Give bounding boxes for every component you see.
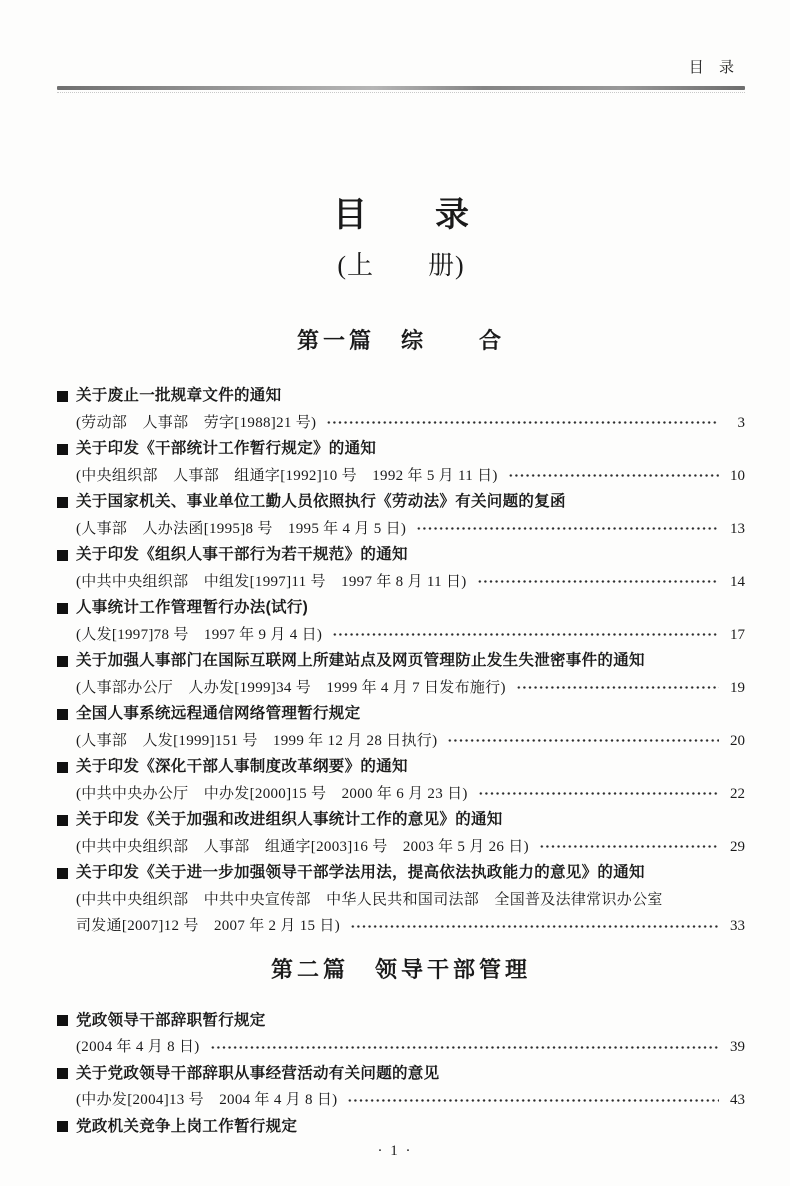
toc-entry [57, 436, 745, 489]
entry-source: (中办发[2004]13 号 2004 年 4 月 8 日) [76, 1092, 338, 1108]
entry-source: (人发[1997]78 号 1997 年 9 月 4 日) [76, 626, 323, 643]
toc-entry [57, 542, 745, 595]
entry-source: (中共中央办公厅 中办发[2000]15 号 2000 年 6 月 23 日) [76, 785, 468, 802]
dot-leader [478, 792, 719, 795]
page-title: 目 录 [333, 196, 469, 234]
entry-title: 人事统计工作管理暂行办法(试行) [76, 599, 309, 616]
toc-entry [57, 807, 745, 860]
entry-title-row [57, 595, 745, 622]
entry-source: (劳动部 人事部 劳字[1988]21 号) [76, 414, 317, 431]
entry-bullet-icon [57, 444, 68, 455]
entry-page-number: 17 [730, 626, 745, 643]
toc-entry [57, 701, 745, 754]
dot-leader [477, 580, 719, 583]
entry-title: 党政机关竞争上岗工作暂行规定 [76, 1117, 298, 1135]
entry-page-number: 22 [730, 785, 745, 802]
entry-page-number: 19 [730, 679, 745, 696]
entry-bullet-icon [57, 1121, 68, 1132]
entry-source-row [57, 516, 745, 543]
entry-title-row [57, 1061, 745, 1088]
entry-title-row [57, 860, 745, 887]
entry-title: 关于加强人事部门在国际互联网上所建站点及网页管理防止发生失泄密事件的通知 [76, 652, 645, 669]
entry-bullet-icon [57, 550, 68, 561]
dot-leader [447, 739, 719, 742]
toc-entry [57, 383, 745, 436]
toc-section [57, 956, 745, 1141]
entry-bullet-icon [57, 815, 68, 826]
dot-leader [508, 474, 719, 477]
entry-source-row [57, 728, 745, 755]
section-heading: 第一篇 综 合 [296, 328, 505, 353]
entry-bullet-icon [57, 762, 68, 773]
entry-source-row [57, 410, 745, 437]
dot-leader [210, 1046, 719, 1049]
entry-page-number: 33 [730, 918, 745, 934]
entry-page-number: 20 [730, 732, 745, 749]
entry-title: 全国人事系统远程通信网络管理暂行规定 [76, 705, 361, 722]
toc-entry [57, 754, 745, 807]
dot-leader [539, 845, 719, 848]
toc-entry [57, 860, 745, 940]
entry-title: 关于党政领导干部辞职从事经营活动有关问题的意见 [76, 1064, 440, 1082]
entry-page-number: 14 [730, 573, 745, 590]
entry-title-row [57, 489, 745, 516]
entry-source: (人事部 人发[1999]151 号 1999 年 12 月 28 日执行) [76, 732, 438, 749]
entry-title-row [57, 807, 745, 834]
entry-title: 党政领导干部辞职暂行规定 [76, 1011, 266, 1029]
entry-page-number: 3 [737, 414, 745, 431]
entry-source-row [57, 781, 745, 808]
section-heading: 第二篇 领导干部管理 [270, 956, 531, 982]
entry-source-row [57, 1034, 745, 1061]
entry-source-row [57, 463, 745, 490]
entry-title-row [57, 1008, 745, 1035]
toc-entry [57, 1008, 745, 1061]
entry-bullet-icon [57, 1068, 68, 1079]
dot-leader [516, 686, 719, 689]
entry-page-number: 29 [730, 838, 745, 855]
entry-title-row [57, 701, 745, 728]
header-rule [57, 86, 745, 90]
entry-bullet-icon [57, 391, 68, 402]
toc-entry [57, 595, 745, 648]
header-rule-thin [57, 92, 745, 93]
dot-leader [326, 421, 719, 424]
entry-title-row [57, 1114, 745, 1141]
entry-page-number: 10 [730, 467, 745, 484]
toc-section [57, 327, 745, 940]
toc-sections [57, 327, 745, 1140]
entry-bullet-icon [57, 497, 68, 508]
entry-source-row [57, 1087, 745, 1114]
dot-leader [347, 1099, 719, 1102]
entry-title-row [57, 383, 745, 410]
entry-title-row [57, 754, 745, 781]
entry-source: (人事部 人办法函[1995]8 号 1995 年 4 月 5 日) [76, 520, 407, 537]
page-subtitle: (上 册) [337, 251, 465, 280]
entry-bullet-icon [57, 603, 68, 614]
entry-bullet-icon [57, 656, 68, 667]
entry-source: (2004 年 4 月 8 日) [76, 1039, 200, 1055]
toc-entry [57, 1114, 745, 1141]
running-head: 目 录 [688, 60, 735, 76]
entry-source: (中共中央组织部 中组发[1997]11 号 1997 年 8 月 11 日) [76, 573, 467, 590]
entry-title: 关于印发《干部统计工作暂行规定》的通知 [76, 440, 377, 457]
entry-title-row [57, 542, 745, 569]
entry-page-number: 43 [730, 1092, 745, 1108]
entry-source-row [57, 834, 745, 861]
entry-source: 司发通[2007]12 号 2007 年 2 月 15 日) [76, 918, 340, 934]
entry-source: (中央组织部 人事部 组通字[1992]10 号 1992 年 5 月 11 日) [76, 467, 498, 484]
entry-source: (中共中央组织部 中共中央宣传部 中华人民共和国司法部 全国普及法律常识办公室 [76, 891, 663, 908]
entry-page-number: 13 [730, 520, 745, 537]
entry-source: (人事部办公厅 人办发[1999]34 号 1999 年 4 月 7 日发布施行) [76, 679, 506, 696]
entry-source-row [57, 569, 745, 596]
toc-entry [57, 648, 745, 701]
entry-title-row [57, 648, 745, 675]
entry-page-number: 39 [730, 1039, 745, 1055]
entry-bullet-icon [57, 709, 68, 720]
entry-source-row [57, 675, 745, 702]
toc-entry [57, 1061, 745, 1114]
entry-source-row [57, 887, 745, 914]
dot-leader [416, 527, 719, 530]
entry-title: 关于印发《深化干部人事制度改革纲要》的通知 [76, 758, 408, 775]
entry-title: 关于国家机关、事业单位工勤人员依照执行《劳动法》有关问题的复函 [76, 493, 566, 510]
toc-entry [57, 489, 745, 542]
dot-leader [332, 633, 719, 636]
entry-bullet-icon [57, 1015, 68, 1026]
entry-source-row [57, 913, 745, 940]
page-number-footer: · 1 · [377, 1143, 413, 1159]
entry-source: (中共中央组织部 人事部 组通字[2003]16 号 2003 年 5 月 26 日) [76, 838, 529, 855]
entry-bullet-icon [57, 868, 68, 879]
dot-leader [350, 925, 719, 928]
entry-title: 关于印发《关于加强和改进组织人事统计工作的意见》的通知 [76, 811, 503, 828]
entry-title-row [57, 436, 745, 463]
entry-title: 关于废止一批规章文件的通知 [76, 387, 282, 404]
entry-title: 关于印发《关于进一步加强领导干部学法用法，提高依法执政能力的意见》的通知 [76, 864, 645, 881]
entry-title: 关于印发《组织人事干部行为若干规范》的通知 [76, 546, 408, 563]
entry-source-row [57, 622, 745, 649]
